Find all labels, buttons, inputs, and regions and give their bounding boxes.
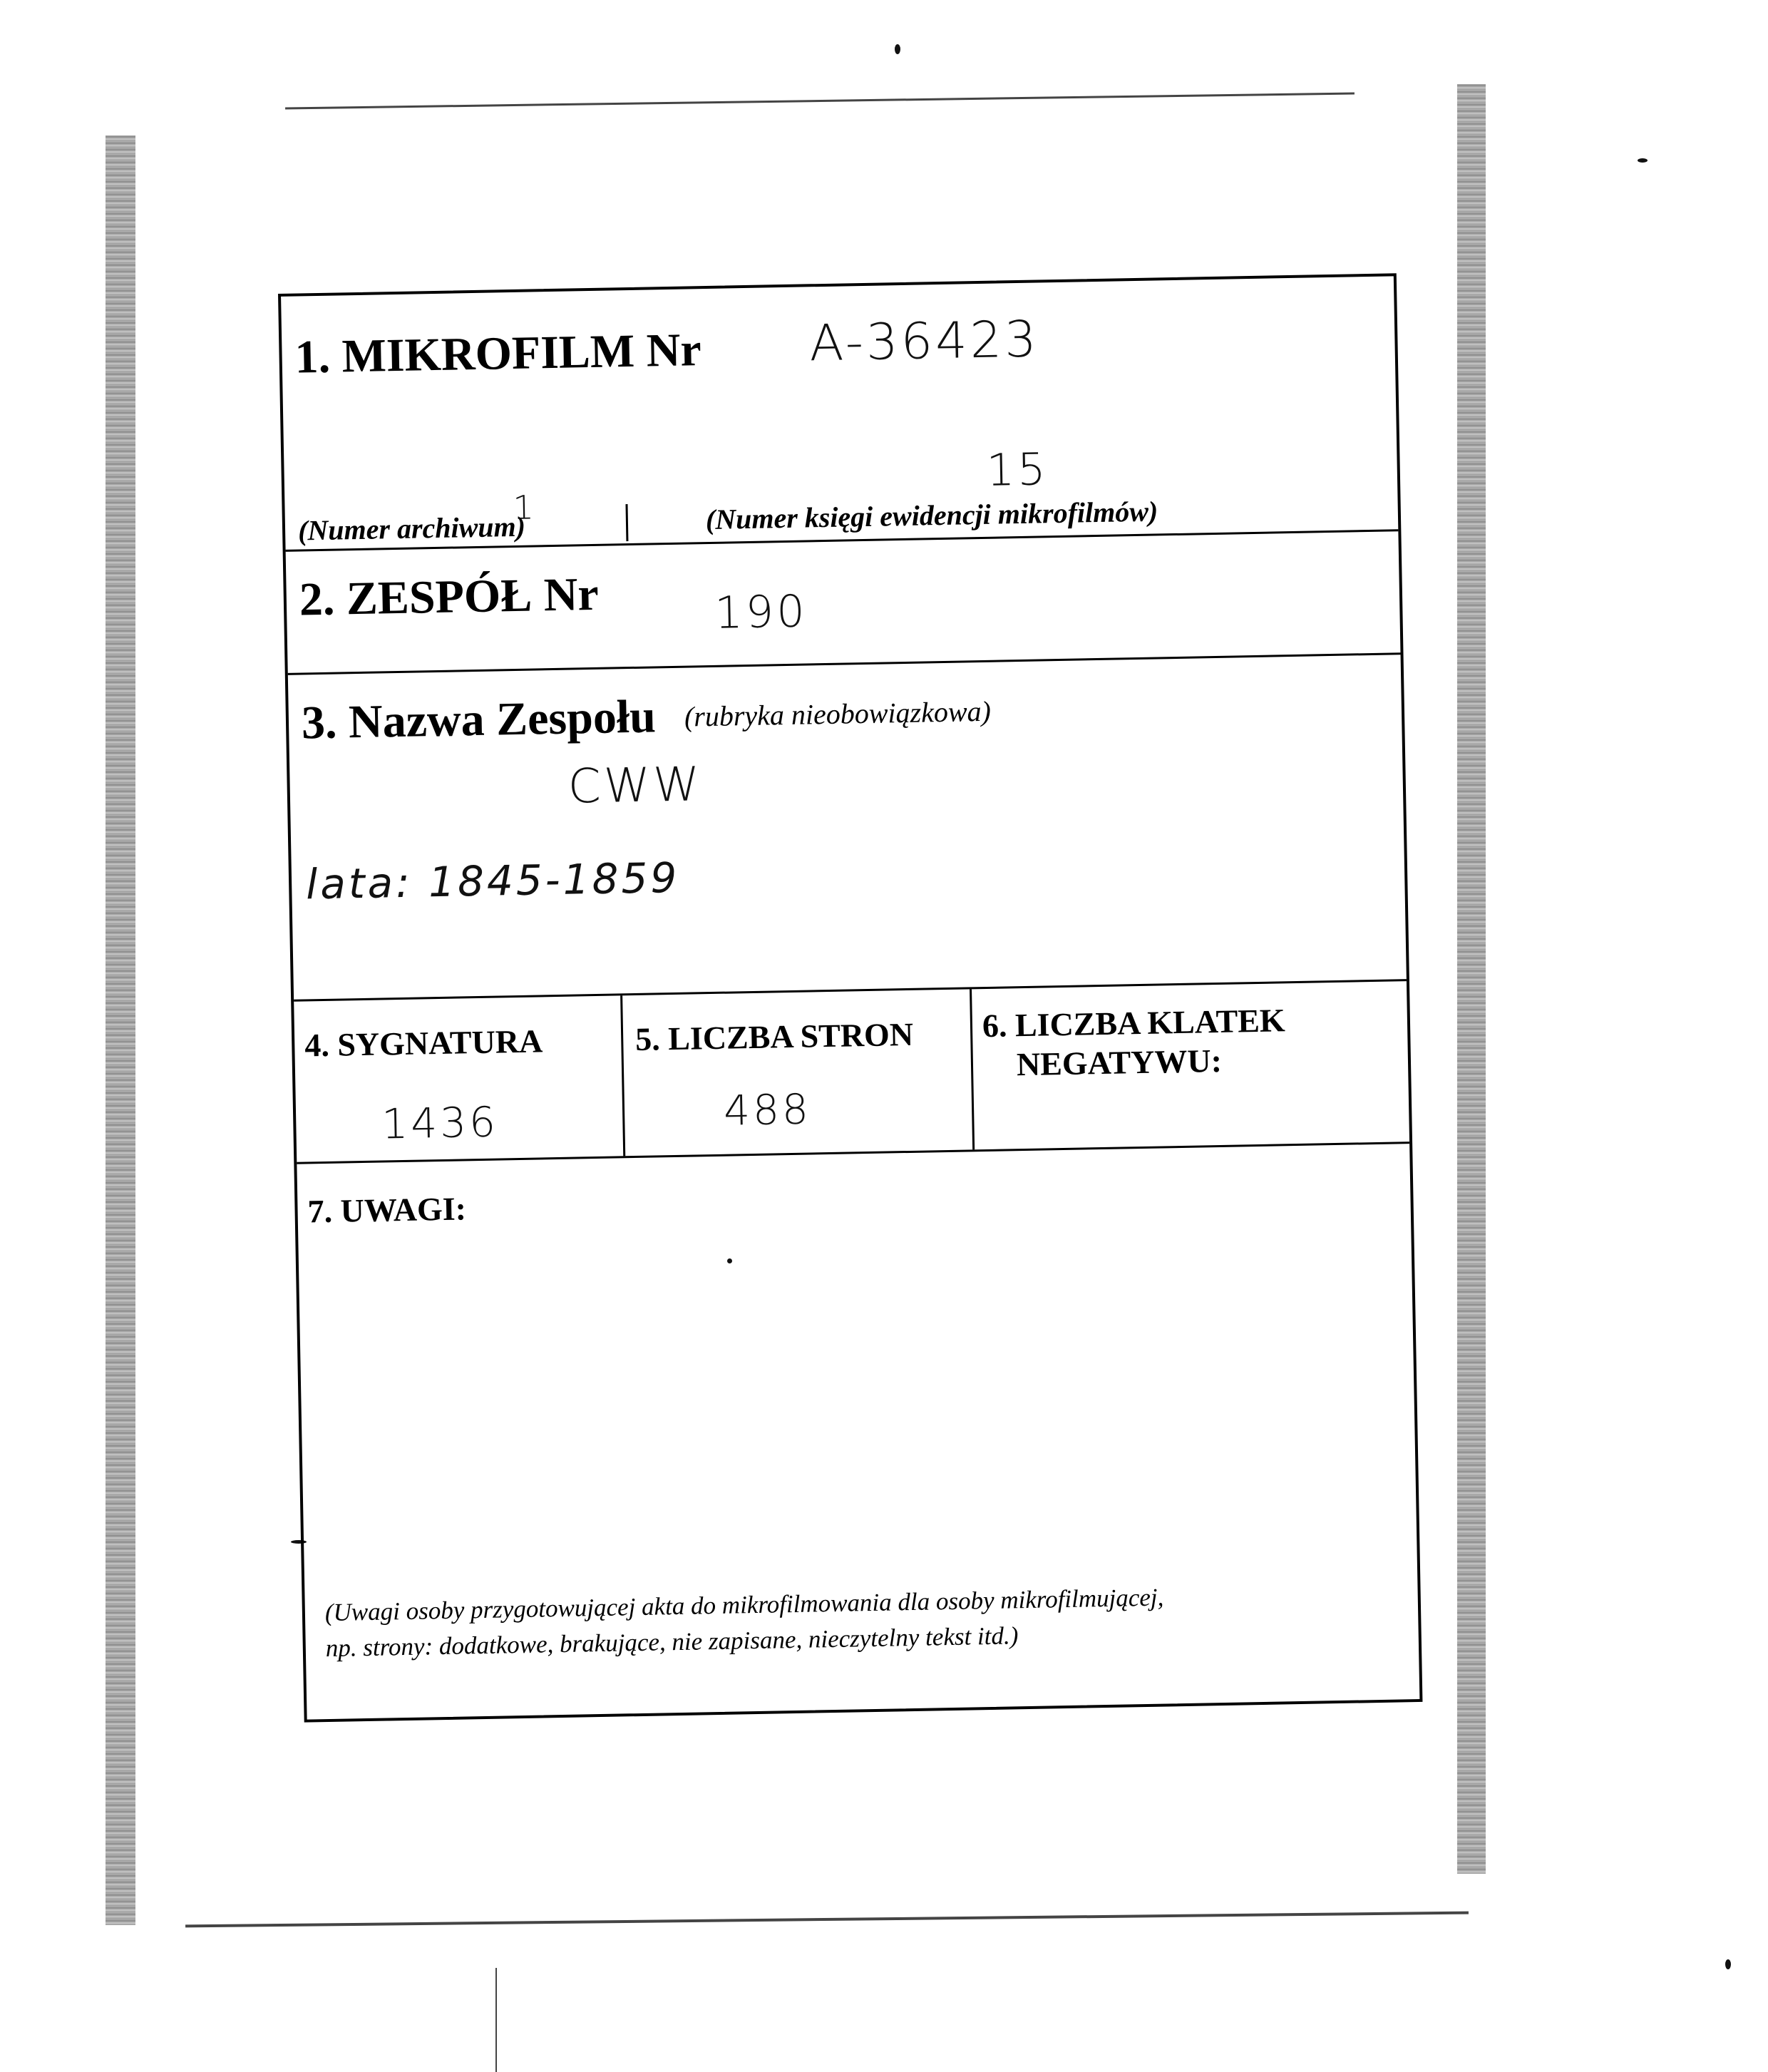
zespol-label: 2. ZESPÓŁ Nr	[299, 568, 600, 626]
liczba-stron-label: 5. LICZBA STRON	[634, 1015, 914, 1057]
column-divider-1	[620, 995, 625, 1156]
nazwa-zespolu-label: 3. Nazwa Zespołu	[301, 690, 657, 749]
ledger-number-caption: (Numer księgi ewidencji mikrofilmów)	[705, 495, 1158, 536]
microfilm-card	[278, 273, 1427, 1720]
sygnatura-label: 4. SYGNATURA	[304, 1022, 543, 1064]
nazwa-zespolu-note: (rubryka nieobowiązkowa)	[684, 694, 992, 733]
zespol-number: 190	[714, 585, 808, 639]
uwagi-footnote-line1: (Uwagi osoby przygotowującej akta do mikrofilmowania dla osoby mikrofilmującej,	[324, 1583, 1164, 1627]
nazwa-zespolu-value: CWW	[567, 757, 704, 814]
right-scan-edge	[1457, 84, 1486, 1874]
section-sygnatura-row	[294, 981, 1409, 1164]
uwagi-footnote-line2: np. strony: dodatkowe, brakujące, nie zapisane, nieczytelny tekst itd.)	[325, 1621, 1019, 1663]
speck	[1725, 1959, 1731, 1969]
left-scan-edge	[106, 135, 135, 1925]
bottom-scan-line	[185, 1912, 1469, 1928]
speck	[895, 44, 900, 54]
section-uwagi	[297, 1144, 1419, 1719]
mikrofilm-label: 1. MIKROFILM Nr	[294, 324, 702, 384]
ledger-number: 15	[986, 443, 1049, 496]
card-border	[278, 273, 1422, 1722]
archive-number: 1	[513, 488, 538, 528]
liczba-stron-value: 488	[723, 1084, 812, 1135]
column-divider-2	[970, 989, 975, 1149]
sygnatura-value: 1436	[381, 1097, 499, 1149]
liczba-klatek-label: 6. LICZBA KLATEK	[982, 1002, 1286, 1045]
archive-number-caption: (Numer archiwum)	[297, 510, 526, 547]
years-value: lata: 1845-1859	[305, 853, 680, 909]
mikrofilm-number: A-36423	[808, 309, 1040, 373]
section-mikrofilm	[281, 276, 1398, 552]
caption-divider	[625, 504, 628, 541]
negatywu-label: NEGATYWU:	[1016, 1042, 1223, 1083]
lower-vertical-mark	[495, 1968, 497, 2072]
section-nazwa-zespolu	[288, 655, 1407, 1002]
speck	[1638, 158, 1648, 163]
section-zespol	[286, 531, 1401, 675]
uwagi-label: 7. UWAGI:	[307, 1190, 467, 1230]
top-scan-line	[285, 93, 1355, 110]
